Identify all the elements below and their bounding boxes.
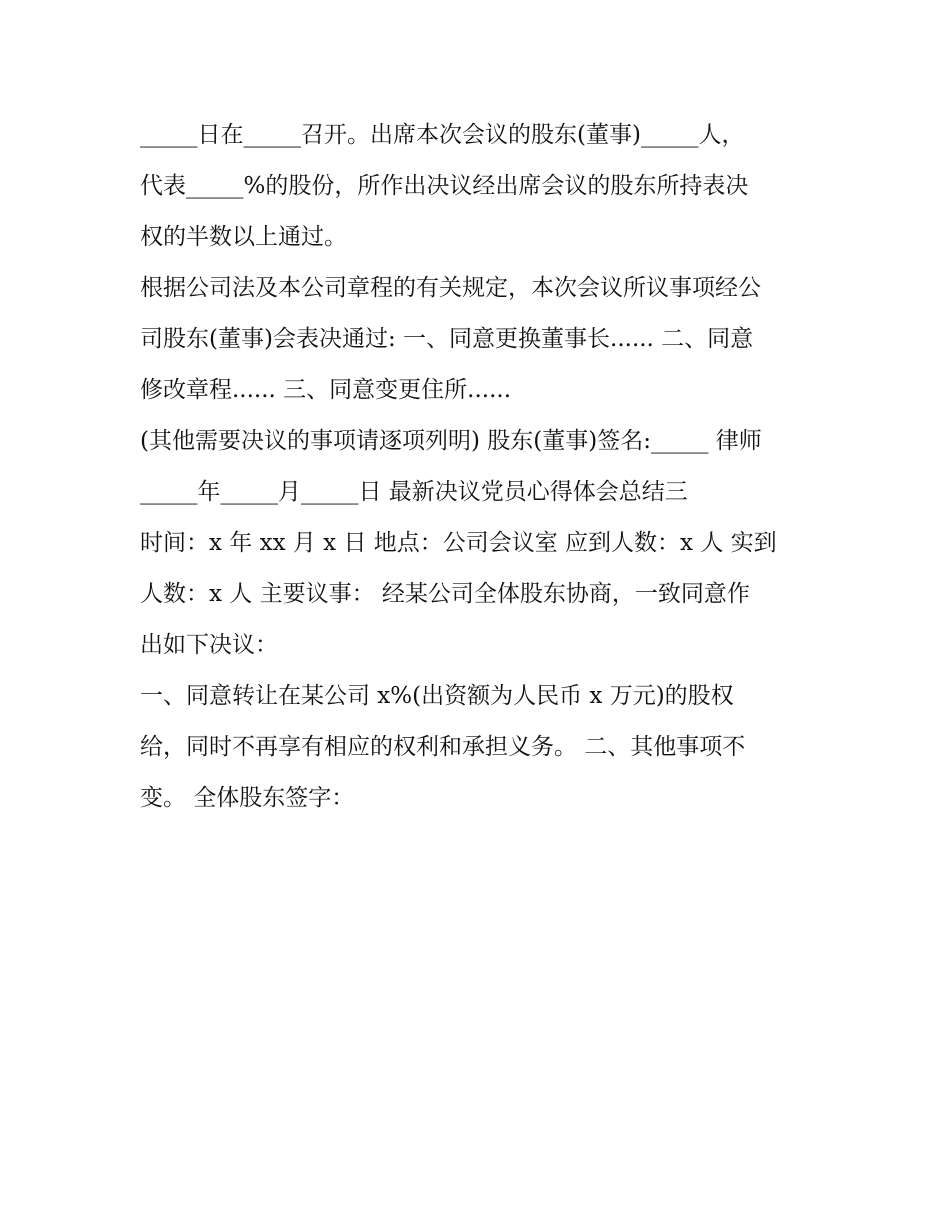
- text-line: 权的半数以上通过。: [140, 224, 347, 250]
- text-line: 根据公司法及本公司章程的有关规定，本次会议所议事项经公: [140, 275, 761, 301]
- text-line: 时间：x 年 xx 月 x 日 地点：公司会议室 应到人数：x 人 实到: [140, 530, 777, 556]
- text-line: 代表_____%的股份，所作出决议经出席会议的股东所持表决: [140, 173, 749, 199]
- text-line: 一、同意转让在某公司 x%(出资额为人民币 x 万元)的股权: [140, 683, 734, 709]
- text-line: _____年_____月_____日 最新决议党员心得体会总结三: [140, 479, 688, 505]
- text-line: 变。 全体股东签字：: [140, 785, 355, 811]
- text-line: 人数：x 人 主要议事： 经某公司全体股东协商，一致同意作: [140, 581, 750, 607]
- text-line: 出如下决议：: [140, 632, 278, 658]
- document-body: [140, 110, 820, 824]
- text-line: _____日在_____召开。出席本次会议的股东(董事)_____人，: [140, 122, 745, 148]
- text-line: 给，同时不再享有相应的权利和承担义务。 二、其他事项不: [140, 734, 746, 760]
- text-line: 修改章程...... 三、同意变更住所......: [140, 377, 512, 403]
- text-line: (其他需要决议的事项请逐项列明) 股东(董事)签名:_____ 律师: [140, 428, 762, 454]
- text-line: 司股东(董事)会表决通过: 一、同意更换董事长...... 二、同意: [140, 326, 754, 352]
